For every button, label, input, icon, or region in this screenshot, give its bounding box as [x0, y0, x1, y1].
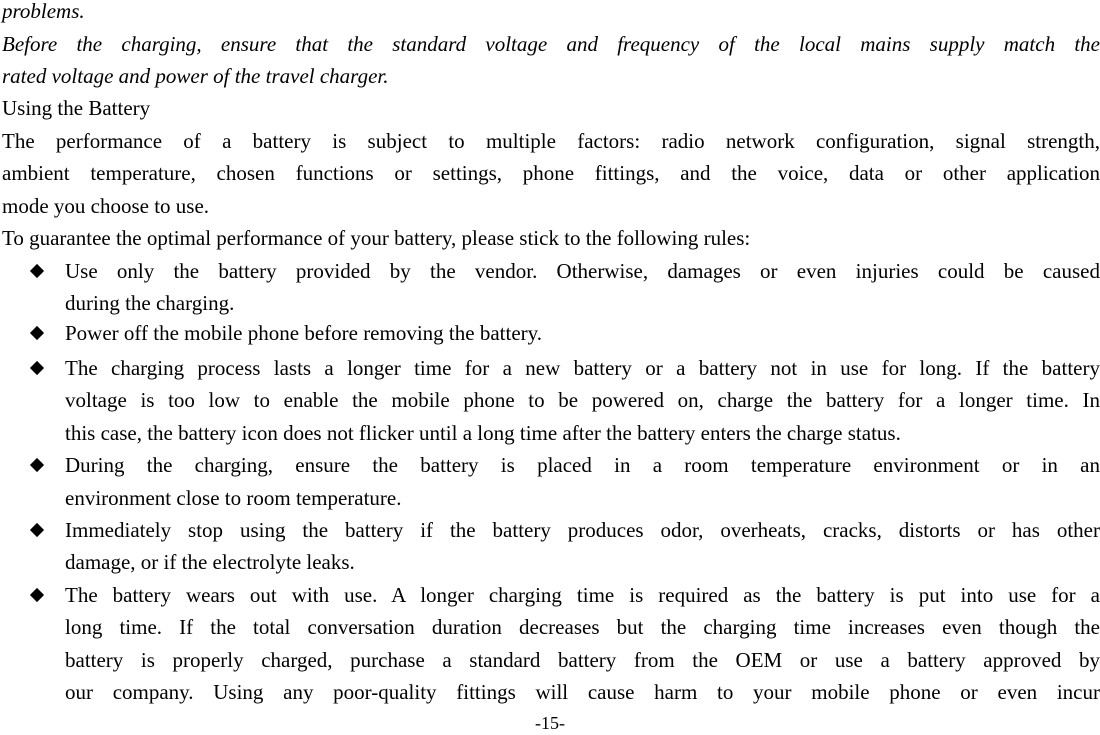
rule-3-line-1: The charging process lasts a longer time for a new battery or a battery not in use for long. If the battery	[65, 356, 1100, 380]
rule-3-line-2: voltage is too low to enable the mobile phone to be powered on, charge the battery for a longer time. In	[65, 388, 1100, 412]
rule-6-line-4: our company. Using any poor-quality fittings will cause harm to your mobile phone or even incur	[65, 680, 1100, 704]
rule-4-line-1: During the charging, ensure the battery is placed in a room temperature environment or in an	[65, 453, 1100, 477]
rule-1-line-2: during the charging.	[65, 291, 235, 315]
rule-6-line-2: long time. If the total conversation duration decreases but the charging time increases even though the	[65, 615, 1100, 639]
rule-6-line-1: The battery wears out with use. A longer charging time is required as the battery is put into use for a	[65, 583, 1100, 607]
diamond-bullet-icon	[26, 514, 48, 547]
intro-paragraph-line-3: mode you choose to use.	[2, 194, 210, 218]
rule-2-line-1: Power off the mobile phone before removing the battery.	[65, 321, 543, 345]
diamond-bullet-icon	[26, 255, 48, 288]
intro-paragraph-line-1: The performance of a battery is subject to multiple factors: radio network configuration, signal strength,	[2, 129, 1100, 153]
continuation-text: problems.	[2, 0, 85, 23]
rule-3-line-3: this case, the battery icon does not flicker until a long time after the battery enters the charge status.	[65, 421, 901, 445]
charger-note-line-2: rated voltage and power of the travel charger.	[2, 64, 389, 88]
diamond-bullet-icon	[26, 317, 48, 350]
rule-1-line-1: Use only the battery provided by the vendor. Otherwise, damages or even injuries could be caused	[65, 259, 1100, 283]
diamond-bullet-icon	[26, 449, 48, 482]
diamond-bullet-icon	[26, 352, 48, 385]
rule-4-line-2: environment close to room temperature.	[65, 486, 402, 510]
rule-5-line-2: damage, or if the electrolyte leaks.	[65, 550, 355, 574]
rules-lead: To guarantee the optimal performance of your battery, please stick to the following rules:	[2, 226, 751, 250]
section-heading: Using the Battery	[2, 96, 151, 120]
rule-6-line-3: battery is properly charged, purchase a standard battery from the OEM or use a battery approved by	[65, 648, 1100, 672]
intro-paragraph-line-2: ambient temperature, chosen functions or settings, phone fittings, and the voice, data or other application	[2, 161, 1100, 185]
charger-note-line-1: Before the charging, ensure that the standard voltage and frequency of the local mains supply match the	[2, 32, 1100, 56]
rule-5-line-1: Immediately stop using the battery if the battery produces odor, overheats, cracks, distorts or has other	[65, 518, 1100, 542]
diamond-bullet-icon	[26, 579, 48, 612]
page-number: -15-	[535, 713, 565, 733]
